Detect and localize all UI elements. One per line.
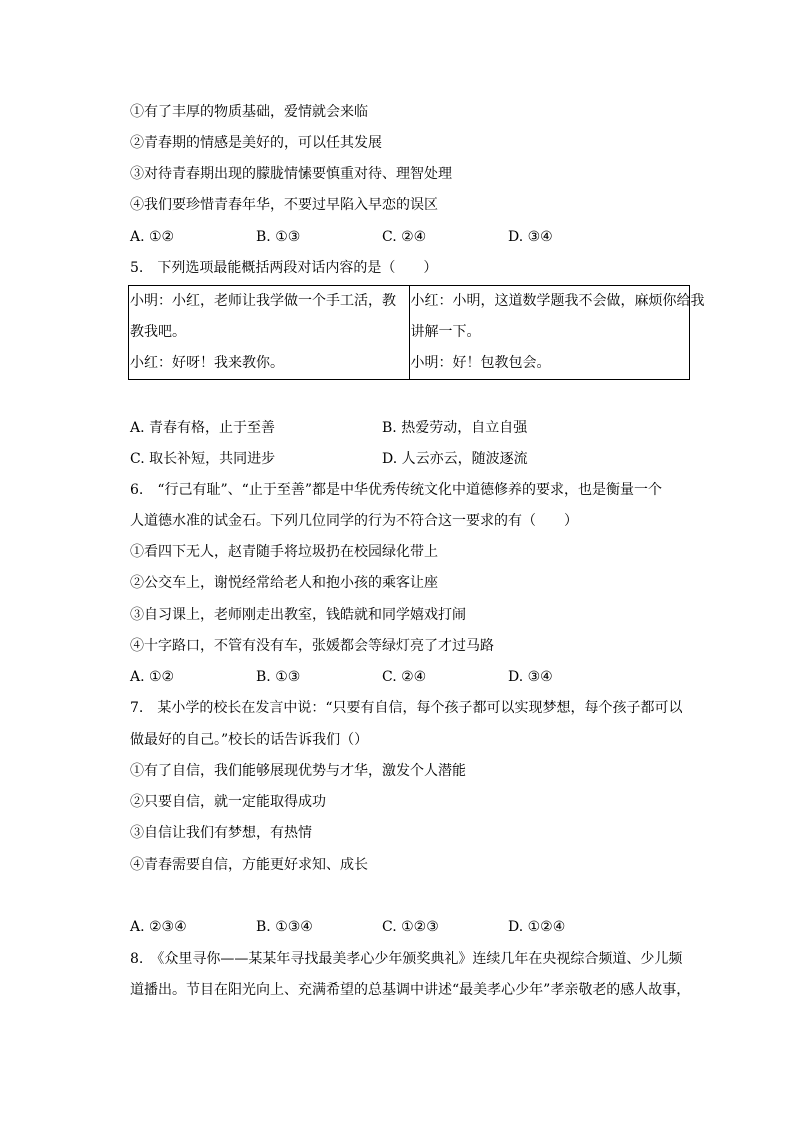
q6-option-d: D. ③④ bbox=[508, 669, 553, 685]
q4-item-4: ④我们要珍惜青春年华，不要过早陷入早恋的误区 bbox=[130, 197, 438, 213]
q7-item-4: ④青春需要自信，方能更好求知、成长 bbox=[130, 857, 368, 873]
q8-stem-line-2: 道播出。节目在阳光向上、充满希望的总基调中讲述“最美孝心少年”孝亲敬老的感人故事， bbox=[130, 982, 691, 998]
q7-option-d: D. ①②④ bbox=[508, 919, 566, 935]
q5-dialog-right-line-1: 小红：小明，这道数学题我不会做，麻烦你给我 bbox=[410, 293, 705, 309]
q4-option-d: D. ③④ bbox=[508, 229, 553, 245]
q5-option-a: A. 青春有格，止于至善 bbox=[130, 420, 276, 436]
q4-option-c: C. ②④ bbox=[382, 229, 427, 245]
q5-dialog-left bbox=[129, 286, 410, 380]
q5-dialog-left-line-3: 小红：好呀！我来教你。 bbox=[130, 355, 284, 371]
q4-item-1: ①有了丰厚的物质基础，爱情就会来临 bbox=[130, 104, 368, 120]
q7-stem-line-1: 7. 某小学的校长在发言中说：“只要有自信，每个孩子都可以实现梦想，每个孩子都可以 bbox=[130, 700, 683, 716]
q5-option-d: D. 人云亦云，随波逐流 bbox=[382, 451, 528, 467]
q7-item-2: ②只要自信，就一定能取得成功 bbox=[130, 794, 326, 810]
q6-item-1: ①看四下无人，赵青随手将垃圾扔在校园绿化带上 bbox=[130, 544, 438, 560]
q5-dialog-table bbox=[128, 285, 705, 380]
q7-option-c: C. ①②③ bbox=[382, 919, 439, 935]
q4-option-b: B. ①③ bbox=[256, 229, 301, 245]
q4-option-a: A. ①② bbox=[130, 229, 175, 245]
q6-item-2: ②公交车上，谢悦经常给老人和抱小孩的乘客让座 bbox=[130, 575, 438, 591]
q4-item-3: ③对待青春期出现的朦胧情愫要慎重对待、理智处理 bbox=[130, 166, 452, 182]
q7-item-1: ①有了自信，我们能够展现优势与才华，激发个人潜能 bbox=[130, 763, 466, 779]
q6-item-4: ④十字路口，不管有没有车，张媛都会等绿灯亮了才过马路 bbox=[130, 638, 494, 654]
q7-option-a: A. ②③④ bbox=[130, 919, 187, 935]
q7-option-b: B. ①③④ bbox=[256, 919, 313, 935]
q7-item-3: ③自信让我们有梦想，有热情 bbox=[130, 825, 312, 841]
q6-option-b: B. ①③ bbox=[256, 669, 301, 685]
q8-stem-line-1: 8. 《众里寻你——某某年寻找最美孝心少年颁奖典礼》连续几年在央视综合频道、少儿频 bbox=[130, 951, 683, 967]
q5-dialog-right bbox=[409, 286, 705, 380]
q6-item-3: ③自习课上，老师刚走出教室，钱皓就和同学嬉戏打闹 bbox=[130, 607, 466, 623]
q5-dialog-right-line-3: 小明：好！包教包会。 bbox=[410, 355, 551, 371]
q5-dialog-left-line-2: 教我吧。 bbox=[130, 324, 186, 340]
q4-item-2: ②青春期的情感是美好的，可以任其发展 bbox=[130, 135, 382, 151]
q7-stem-line-2: 做最好的自己。”校长的话告诉我们（） bbox=[130, 732, 369, 748]
q5-option-c: C. 取长补短，共同进步 bbox=[130, 451, 276, 467]
q5-dialog-right-line-2: 讲解一下。 bbox=[410, 324, 481, 340]
q6-stem-line-2: 人道德水准的试金石。下列几位同学的行为不符合这一要求的有（ ） bbox=[130, 513, 578, 529]
q5-option-b: B. 热爱劳动，自立自强 bbox=[382, 420, 528, 436]
q6-stem-line-1: 6. “行己有耻”、“止于至善”都是中华优秀传统文化中道德修养的要求，也是衡量一个 bbox=[130, 482, 662, 498]
q6-option-c: C. ②④ bbox=[382, 669, 427, 685]
q5-dialog-left-line-1: 小明：小红，老师让我学做一个手工活，教 bbox=[130, 293, 396, 309]
q5-stem: 5. 下列选项最能概括两段对话内容的是（ ） bbox=[130, 260, 438, 276]
q6-option-a: A. ①② bbox=[130, 669, 175, 685]
